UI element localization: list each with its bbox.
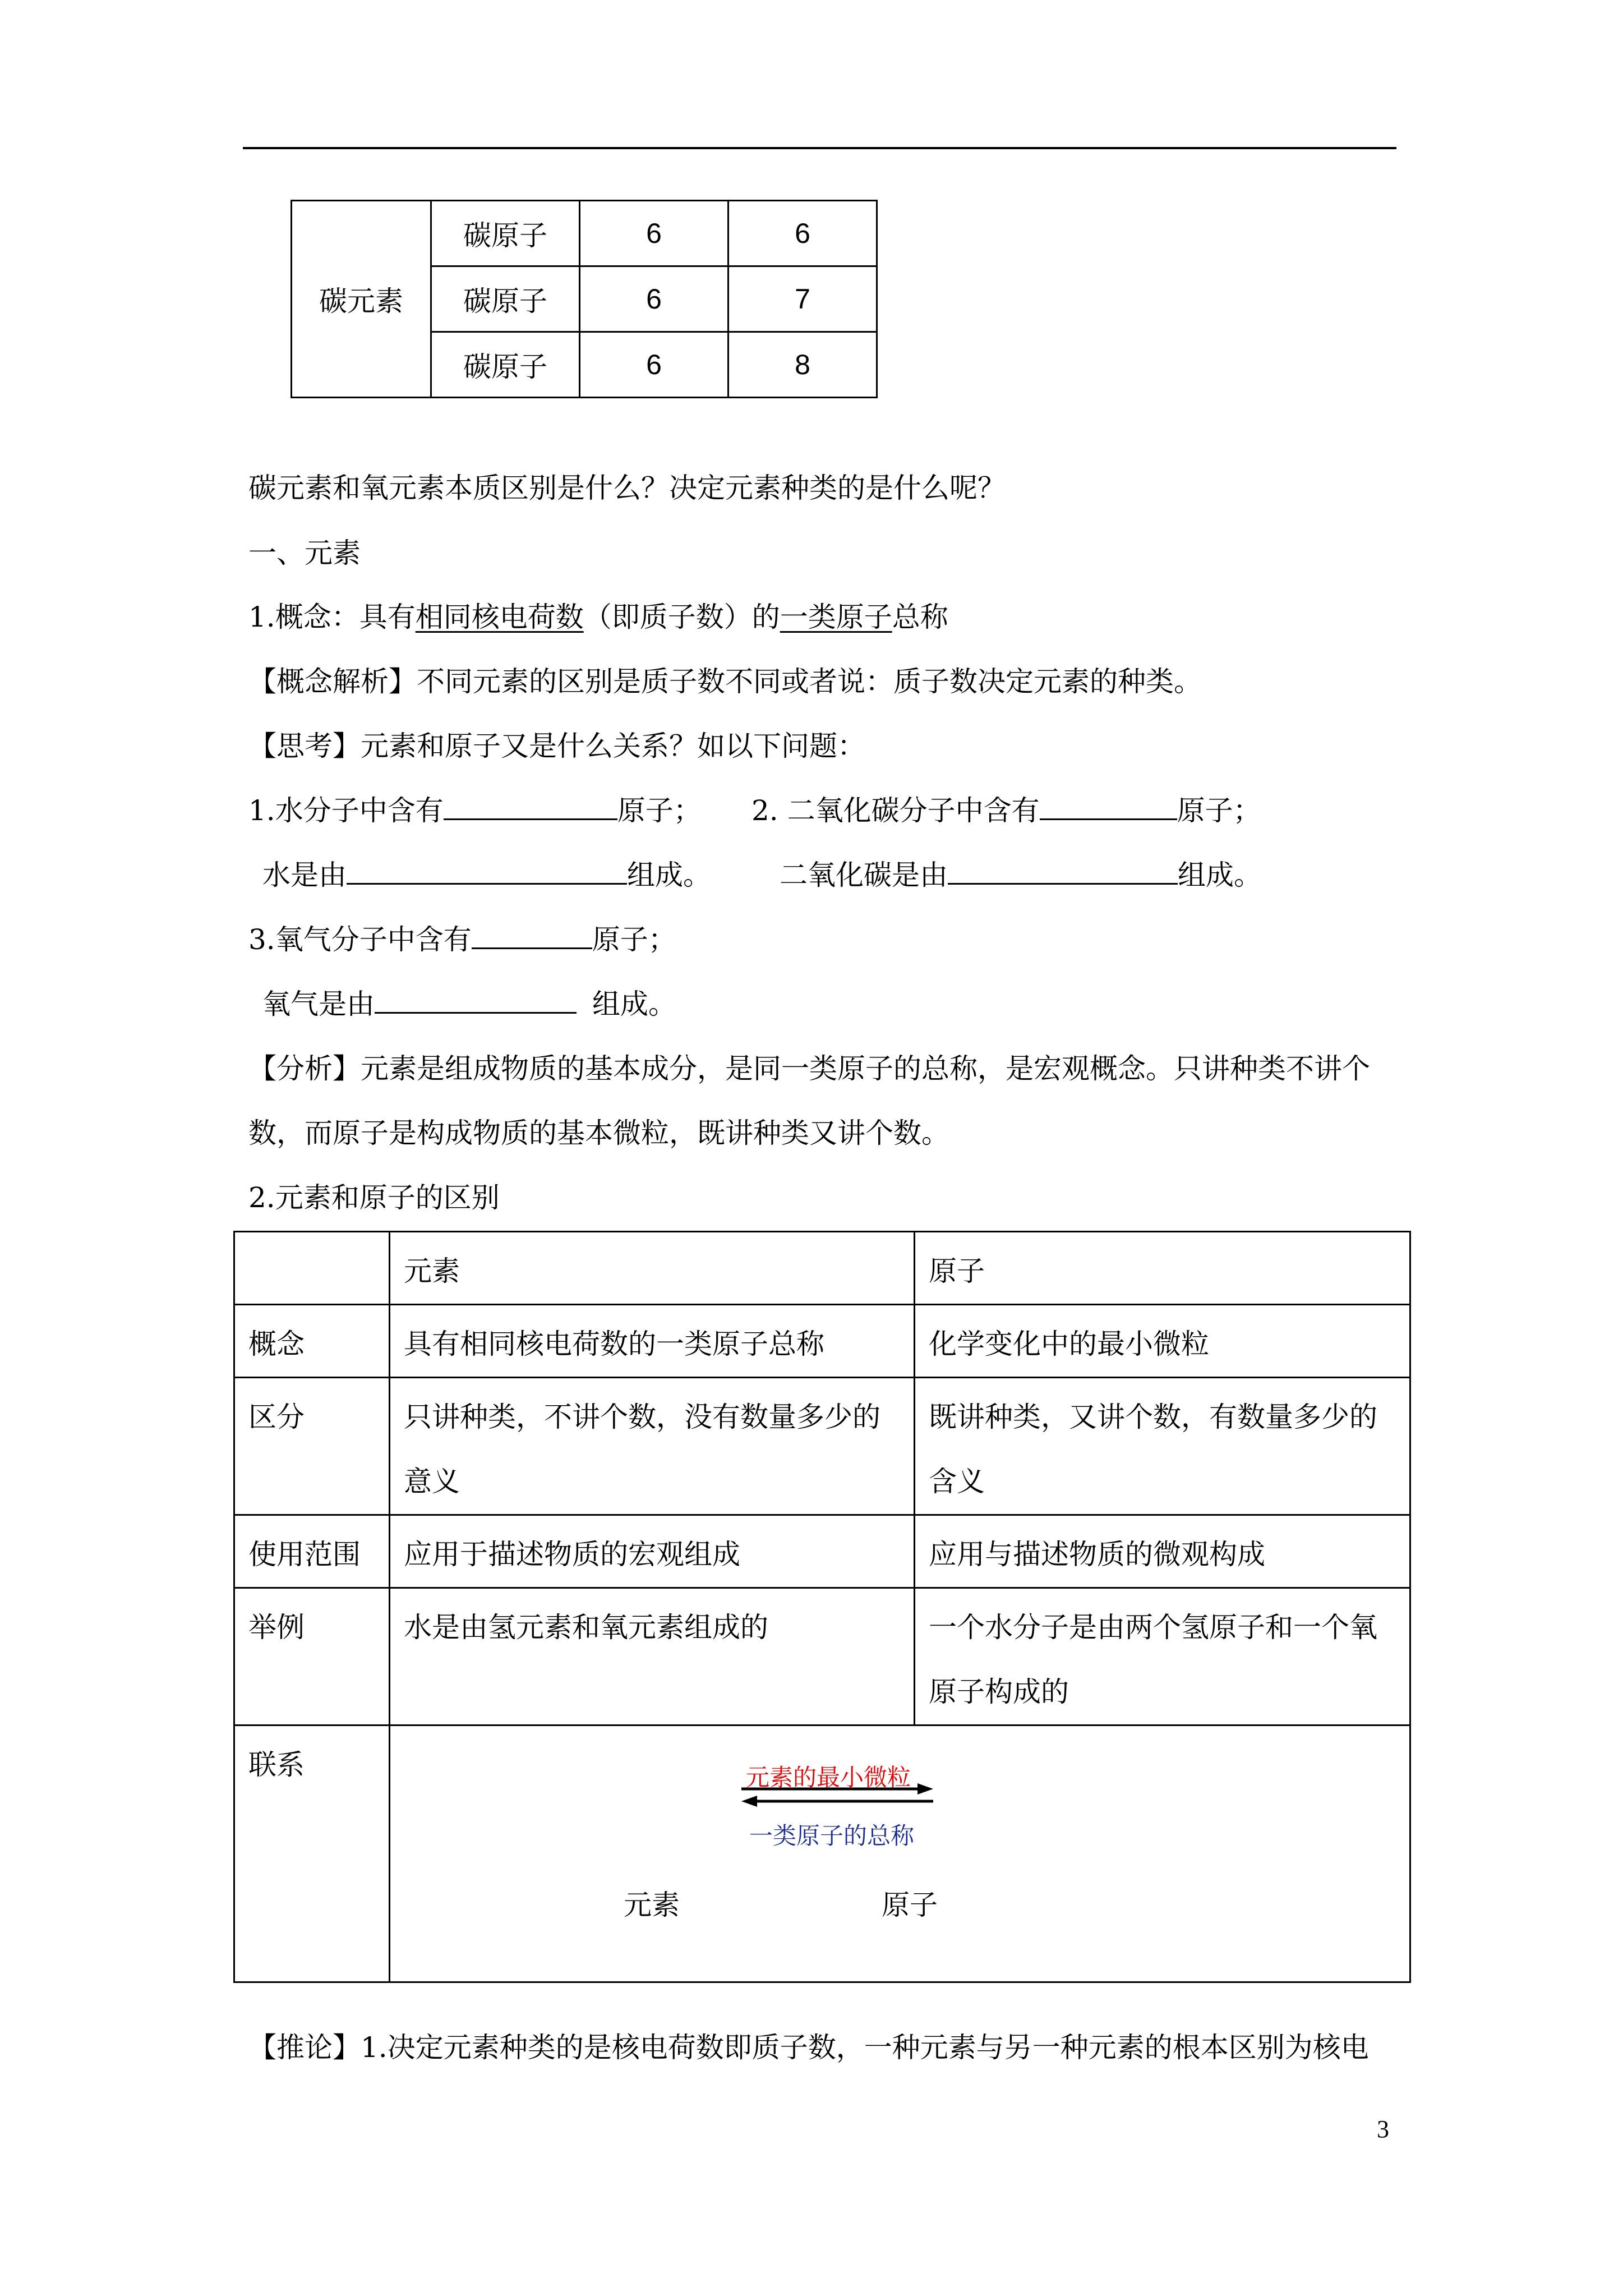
sub-heading: 2.元素和原子的区别: [248, 1181, 500, 1214]
page-number: 3: [1377, 2115, 1389, 2143]
fill-blank[interactable]: [1040, 794, 1177, 820]
table-row: [234, 1515, 1410, 1588]
analysis-line-1: 【分析】元素是组成物质的基本成分，是同一类原子的总称，是宏观概念。只讲种类不讲个: [248, 1052, 1370, 1085]
proton-cell: 6: [580, 266, 728, 332]
row-atom: 化学变化中的最小微粒: [915, 1305, 1410, 1378]
q1c-prefix: 水是由: [262, 859, 347, 891]
arrow-top-label: 元素的最小微粒: [746, 1764, 911, 1791]
row-key: 使用范围: [234, 1515, 390, 1588]
inference-text: 【推论】1.决定元素种类的是核电荷数即质子数，一种元素与另一种元素的根本区别为核电: [248, 2031, 1369, 2064]
concept-underline-2: 一类原子: [780, 601, 892, 633]
header-rule: [243, 147, 1396, 149]
q1-suffix: 原子；: [617, 794, 702, 827]
fill-blank[interactable]: [347, 858, 627, 885]
analysis-line-2: 数，而原子是构成物质的基本微粒，既讲种类又讲个数。: [248, 1117, 949, 1149]
concept-prefix: 1.概念：具有: [248, 601, 416, 633]
table-row: [234, 1232, 1410, 1305]
q3c-prefix: 氧气是由: [262, 988, 375, 1020]
question-line-2: [751, 794, 1261, 827]
header-element: 元素: [390, 1232, 915, 1305]
q2-suffix: 原子；: [1177, 794, 1261, 827]
row-atom: 应用与描述物质的微观构成: [915, 1515, 1410, 1588]
row-key: 举例: [234, 1588, 390, 1726]
table-row: [234, 1726, 1410, 1982]
relation-atom-label: 原子: [882, 1889, 938, 1921]
question-line-3: [248, 923, 676, 956]
fill-blank[interactable]: [375, 987, 577, 1014]
row-atom: 一个水分子是由两个氢原子和一个氧原子构成的: [915, 1588, 1410, 1726]
q3-prefix: 3.氧气分子中含有: [248, 923, 472, 956]
concept-analysis: 【概念解析】不同元素的区别是质子数不同或者说：质子数决定元素的种类。: [248, 665, 1202, 698]
question-text: 碳元素和氧元素本质区别是什么？决定元素种类的是什么呢？: [248, 472, 1006, 504]
question-line-3b: [262, 987, 676, 1021]
q1-prefix: 1.水分子中含有: [248, 794, 444, 827]
table-row: [234, 1305, 1410, 1378]
row-element: 水是由氢元素和氧元素组成的: [390, 1588, 915, 1726]
relation-cell: [390, 1726, 1410, 1982]
carbon-isotope-table: [291, 200, 878, 398]
proton-cell: 6: [580, 201, 728, 266]
table-row: [234, 1588, 1410, 1726]
q2c-prefix: 二氧化碳是由: [780, 859, 948, 891]
q3-suffix: 原子；: [592, 923, 676, 956]
row-element: 只讲种类，不讲个数，没有数量多少的意义: [390, 1378, 915, 1515]
fill-blank[interactable]: [444, 794, 617, 820]
neutron-cell: 7: [728, 266, 877, 332]
concept-suffix: 总称: [892, 601, 948, 633]
row-element: 应用于描述物质的宏观组成: [390, 1515, 915, 1588]
arrow-bottom-label: 一类原子的总称: [749, 1822, 915, 1849]
row-element: 具有相同核电荷数的一类原子总称: [390, 1305, 915, 1378]
fill-blank[interactable]: [948, 858, 1178, 885]
q2d-suffix: 组成。: [1178, 859, 1262, 891]
concept-underline-1: 相同核电荷数: [415, 601, 584, 633]
element-atom-compare-table: [233, 1231, 1411, 1983]
concept-line: [248, 600, 948, 634]
element-cell: 碳元素: [292, 201, 431, 398]
concept-mid: （即质子数）的: [583, 601, 780, 633]
atom-name-cell: 碳原子: [431, 266, 580, 332]
atom-name-cell: 碳原子: [431, 332, 580, 398]
q2-prefix: 2. 二氧化碳分子中含有: [751, 794, 1040, 827]
row-atom: 既讲种类，又讲个数，有数量多少的含义: [915, 1378, 1410, 1515]
question-line-1b: [262, 858, 711, 892]
neutron-cell: 8: [728, 332, 877, 398]
relation-element-label: 元素: [624, 1889, 680, 1921]
q1d-suffix: 组成。: [627, 859, 711, 891]
table-row: [234, 1378, 1410, 1515]
row-key: 概念: [234, 1305, 390, 1378]
header-blank-cell: [234, 1232, 390, 1305]
row-key: 区分: [234, 1378, 390, 1515]
q3d-suffix: 组成。: [592, 988, 676, 1020]
think-text: 【思考】元素和原子又是什么关系？如以下问题：: [248, 730, 865, 762]
header-atom: 原子: [915, 1232, 1410, 1305]
fill-blank[interactable]: [472, 923, 592, 949]
question-line-2b: [780, 858, 1262, 892]
table-row: [292, 201, 877, 266]
question-line-1: [248, 794, 702, 827]
proton-cell: 6: [580, 332, 728, 398]
section-heading: 一、元素: [248, 537, 361, 569]
neutron-cell: 6: [728, 201, 877, 266]
atom-name-cell: 碳原子: [431, 201, 580, 266]
row-key: 联系: [234, 1726, 390, 1982]
